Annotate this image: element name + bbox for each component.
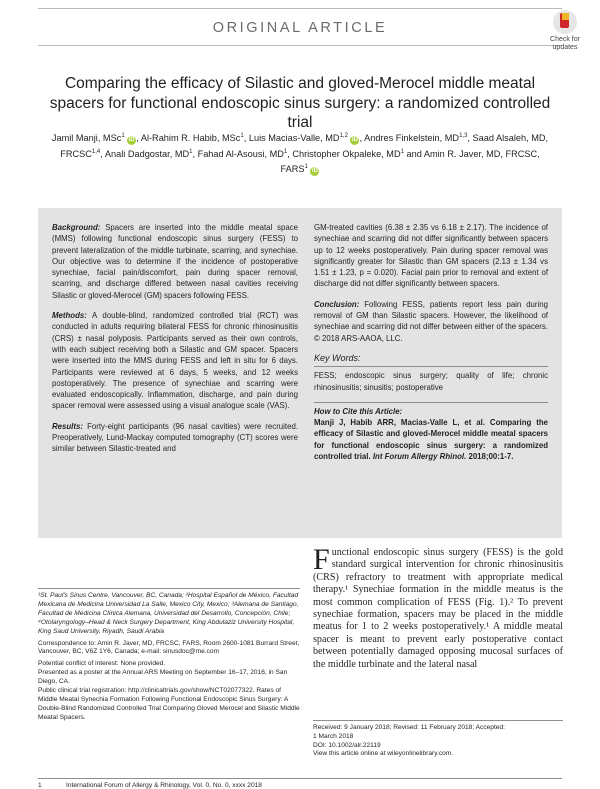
author-name: Luis Macias-Valle, MD — [248, 133, 340, 143]
affiliations: ¹St. Paul's Sinus Centre, Vancouver, BC, Canada; ²Hospital Español de México, Facultad Mexicana de Medicina Universidad La Salle, Mexico City, Mexico; ³Alemana de Santiago, Facultad de Medicina Clínica Alemana, Universidad del Desarrollo, Concepción, Chile; ⁴Otolaryngology–Head & Neck Surgery Department, King Abdulaziz University Hospital, King Saud University, Riyadh, Saudi Arabia — [38, 592, 299, 635]
author — [105, 149, 193, 159]
author-name: Al-Rahim R. Habib, MSc — [140, 133, 241, 143]
abstract-results-continued: GM-treated cavities (6.38 ± 2.35 vs 6.18 ± 2.17). The incidence of synechiae and scarring did not differ significantly between spacers up to 12 weeks postoperatively. Pain during spacer removal was significantly greater for Silastic than GM spacers (2.13 ± 1.34 vs 1.51 ± 1.23, p = 0.020). Facial pain prior to removal and extent of discharge did not differ significantly between spacers. — [314, 223, 548, 289]
page-number: 1 — [38, 782, 42, 789]
author — [198, 149, 288, 159]
crossmark-line1: Check for — [550, 36, 580, 43]
author — [292, 149, 404, 159]
author-affiliation-mark: 1,4 — [91, 148, 101, 155]
abstract-background: Background: Spacers are inserted into the middle meatal space (MMS) following functional endoscopic sinus surgery (FESS) to prevent lateralization of the middle turbinate, scarring, and synechiae. Our objective was to determine if the incidence of postoperative synechiae, facial pain/discomfort, pain during spacer removal, scarring, and discharge differed between nasal cavities receiving Silastic or gloved-Merocel (GM) spacers following FESS. — [52, 223, 298, 300]
author-affiliation-mark: 1 — [121, 133, 125, 139]
conflict-statement: Potential conflict of interest: None provided. — [38, 660, 166, 668]
keywords-rule — [314, 366, 548, 367]
author-affiliation-mark: 1 — [189, 148, 193, 155]
author — [141, 133, 244, 143]
cite-heading: How to Cite this Article: — [314, 406, 403, 416]
keywords: FESS; endoscopic sinus surgery; quality of life; chronic rhinosinusitis; sinusitis; postoperative — [314, 371, 548, 392]
article-title: Comparing the efficacy of Silastic and gloved-Merocel middle meatal spacers for functional endoscopic sinus surgery: a randomized controlled trial — [49, 75, 551, 131]
body-text: Functional endoscopic sinus surgery (FESS) is the gold standard surgical intervention for chronic rhinosinusitis (CRS) refractory to treatment with appropriate medical therapy.¹ Synechiae formation in the middle meatus is the most common complication of FESS (Fig. 1).² To prevent synechiae formation, spacers may be placed in the middle meatus for 1 to 2 weeks postoperatively.¹ A middle meatal spacer is meant to prevent early postoperative contact between potentially damaged opposing mucosal surfaces of the middle turbinate and the lateral nasal — [313, 543, 563, 670]
author-affiliation-mark: 1 — [304, 164, 308, 170]
crossmark-badge[interactable] — [540, 10, 590, 54]
top-rule — [38, 8, 562, 9]
author-name: Saad Alsaleh, MD, FRCSC — [60, 133, 549, 159]
received-line: Received: 9 January 2018; Revised: 11 February 2018; Accepted: — [313, 724, 505, 731]
author — [52, 133, 136, 143]
doi-line[interactable]: DOI: 10.1002/alr.22119 — [313, 741, 381, 749]
abstract-conclusion: Conclusion: Following FESS, patients report less pain during removal of GM than Silastic spacers. However, the likelihood of synechiae and scarring did not differ between either of the spacers. © 2018 ARS-AAOA, LLC. — [314, 299, 548, 343]
author-name: Christopher Okpaleke, MD — [292, 148, 401, 159]
presented-note: Presented as a poster at the Annual ARS Meeting on September 16–17, 2016, in San Diego, CA. — [38, 669, 288, 686]
crossmark-icon — [553, 10, 577, 34]
author-name: Jamil Manji, MSc — [51, 133, 122, 143]
abstract-left-column — [52, 222, 298, 464]
dropcap: F — [313, 543, 330, 576]
journal-citation: International Forum of Allergy & Rhinology, Vol. 0, No. 0, xxxx 2018 — [66, 782, 262, 789]
online-line[interactable]: View this article online at wileyonlinelibrary.com. — [313, 750, 454, 758]
accepted-line: 1 March 2018 — [313, 732, 354, 740]
footer-rule — [38, 778, 562, 779]
page-footer — [38, 782, 262, 789]
cite-rule — [314, 402, 548, 403]
author-name: Fahad Al-Asousi, MD — [197, 148, 284, 159]
author-affiliation-mark: 1 — [283, 148, 288, 155]
crossmark-line2: updates — [552, 44, 578, 51]
trial-registration[interactable]: Public clinical trial registration: http://clinicaltrials.gov/show/NCT02077322. Rates of Middle Meatal Synechia Formation Following Functional Endoscopic Sinus Surgery: A Double-Blind Randomized Controlled Trial Comparing Gloved Merocel and Silastic Middle Meatal Spacers. — [38, 687, 300, 721]
orcid-icon[interactable]: iD — [311, 168, 318, 174]
author-affiliation-mark: 1,3 — [459, 133, 468, 139]
received-info — [313, 720, 563, 759]
cite-text: Manji J, Habib ARR, Macias-Valle L, et al. Comparing the efficacy of Silastic and gloved-Merocel middle meatal spacers for functional endoscopic sinus surgery: a randomized controlled trial. Int Forum Allergy Rhinol. 2018;00:1-7. — [314, 418, 548, 462]
author-name: Andres Finkelstein, MD — [364, 133, 460, 143]
author-affiliation-mark: 1,2 — [339, 133, 348, 139]
author-name: Anali Dadgostar, MD — [104, 148, 190, 159]
author-list: Jamil Manji, MSc$^1$ iD , Al-Rahim R. Habib, MSc$^1$, Luis Macias-Valle, MD$^{1,2}$ iD , Andres Finkelstein, MD$^{1,3}$, Saad Alsaleh, MD, FRCSC$^{1,4}$, Anali Dadgostar, $MD^1$, Fahad Al-Asousi, $MD^1$, Christopher Okpaleke, $MD^1$ and Amin R. Javer, MD, FRCSC, FARS$^1$ iD — [51, 133, 549, 174]
section-label: ORIGINAL ARTICLE — [212, 20, 388, 36]
author-name: Amin R. Javer, MD, FRCSC, FARS — [280, 148, 540, 174]
abstract-right-column — [314, 222, 548, 471]
orcid-icon[interactable]: iD — [128, 137, 135, 143]
abstract-methods: Methods: A double-blind, randomized controlled trial (RCT) was conducted in adults requiring bilateral FESS for chronic rhinosinusitis (CRS) ± nasal polyposis. Participants served as their own controls, with each subject receiving both a Silastic and GM spacer. Spacers were inserted into the MMS during FESS and left in situ for 6 days. Participants were reviewed at 6 days, 5 weeks, and 12 weeks postoperatively. The presence of synechiae and scarring were evaluated endoscopically. Inflammation, discharge, and pain during spacer removal were assessed using a visual analogue scale (VAS). — [52, 311, 299, 411]
affiliation-footnotes — [38, 588, 300, 726]
author — [249, 133, 360, 143]
abstract-results: Results: Forty-eight participants (96 nasal cavities) were recruited. Preoperatively, Lund-Mackay computed tomography (CT) scores were similar between Silastic-treated and — [52, 421, 298, 454]
abstract-box — [38, 208, 562, 538]
correspondence: Correspondence to: Amin R. Javer, MD, FRCSC, FARS, Room 2600-1081 Burrard Street, Vancouver, BC, V6Z 1Y6, Canada; e-mail: sinusdoc@me.com — [38, 639, 300, 656]
keywords-heading: Key Words: — [314, 352, 361, 363]
author-affiliation-mark: 1 — [240, 133, 244, 139]
author — [364, 133, 467, 143]
author-affiliation-mark: 1 — [400, 148, 404, 155]
header-rule — [38, 45, 562, 46]
orcid-icon[interactable]: iD — [351, 137, 358, 143]
